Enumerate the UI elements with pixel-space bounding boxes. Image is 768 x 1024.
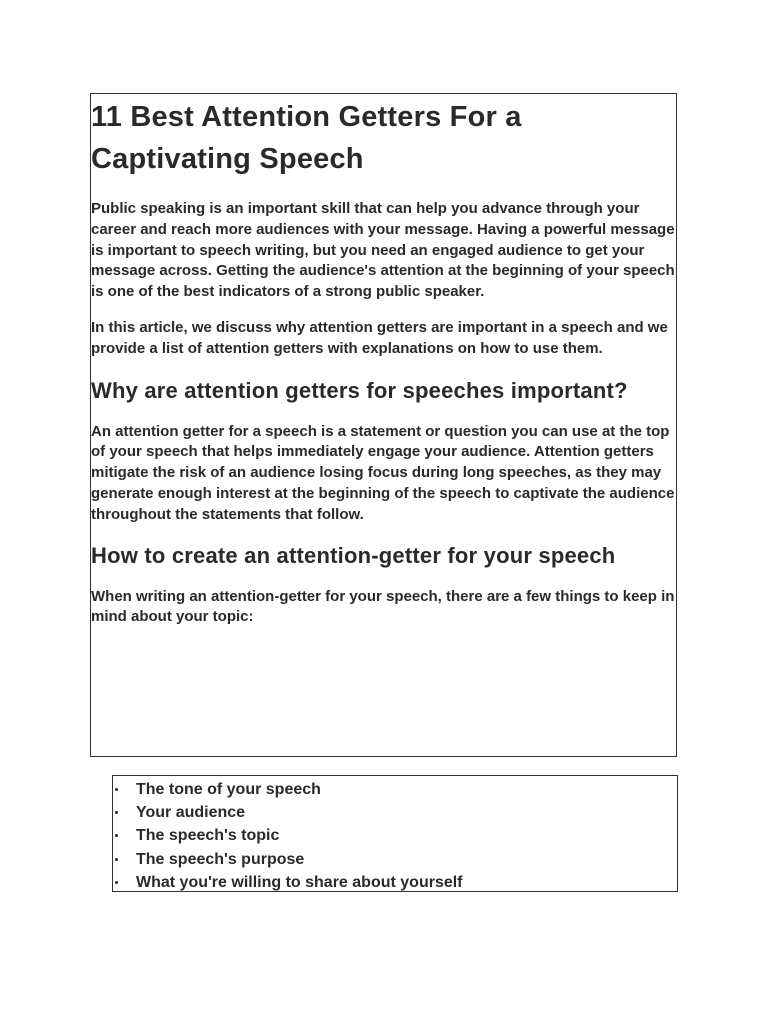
list-item-text: The tone of your speech <box>136 781 321 798</box>
list-item <box>113 848 677 871</box>
bullet-icon <box>115 788 118 791</box>
article-body <box>90 93 677 757</box>
list-item <box>113 824 677 847</box>
list-item <box>113 778 677 801</box>
section-heading-why: Why are attention getters for speeches important? <box>91 377 628 403</box>
list-item-text: The speech's topic <box>136 827 280 845</box>
list-item-text: Your audience <box>136 804 246 822</box>
list-item-text: What you're willing to share about yourself <box>136 873 463 891</box>
bullet-icon <box>115 881 118 884</box>
section-heading-how: How to create an attention-getter for your speech <box>91 542 616 568</box>
article-title: 11 Best Attention Getters For a Captivating Speech <box>91 101 522 175</box>
bullet-icon <box>115 858 118 861</box>
section-paragraph-why: An attention getter for a speech is a statement or question you can use at the top of your speech that helps immediately engage your audience. Attention getters mitigate the risk of an audience losing focus during long speeches, as they may generate enough interest at the beginning of the speech to captivate the audience throughout the statements that follow. <box>91 422 675 523</box>
considerations-list <box>113 776 677 892</box>
section-paragraph-how: When writing an attention-getter for your speech, there are a few things to keep in mind about your topic: <box>91 587 675 626</box>
list-item <box>113 871 677 892</box>
list-item-text: The speech's purpose <box>136 850 305 868</box>
intro-paragraph: Public speaking is an important skill that can help you advance through your career and reach more audiences with your message. Having a powerful message is important to speech writing, but you need an engaged audience to get your message across. Getting the audience's attention at the beginning of your speech is one of the best indicators of a strong public speaker. <box>91 200 675 301</box>
considerations-list-box <box>112 775 678 892</box>
bullet-icon <box>115 834 118 837</box>
bullet-icon <box>115 811 118 814</box>
list-item <box>113 801 677 824</box>
overview-paragraph: In this article, we discuss why attention getters are important in a speech and we provide a list of attention getters with explanations on how to use them. <box>91 318 668 357</box>
